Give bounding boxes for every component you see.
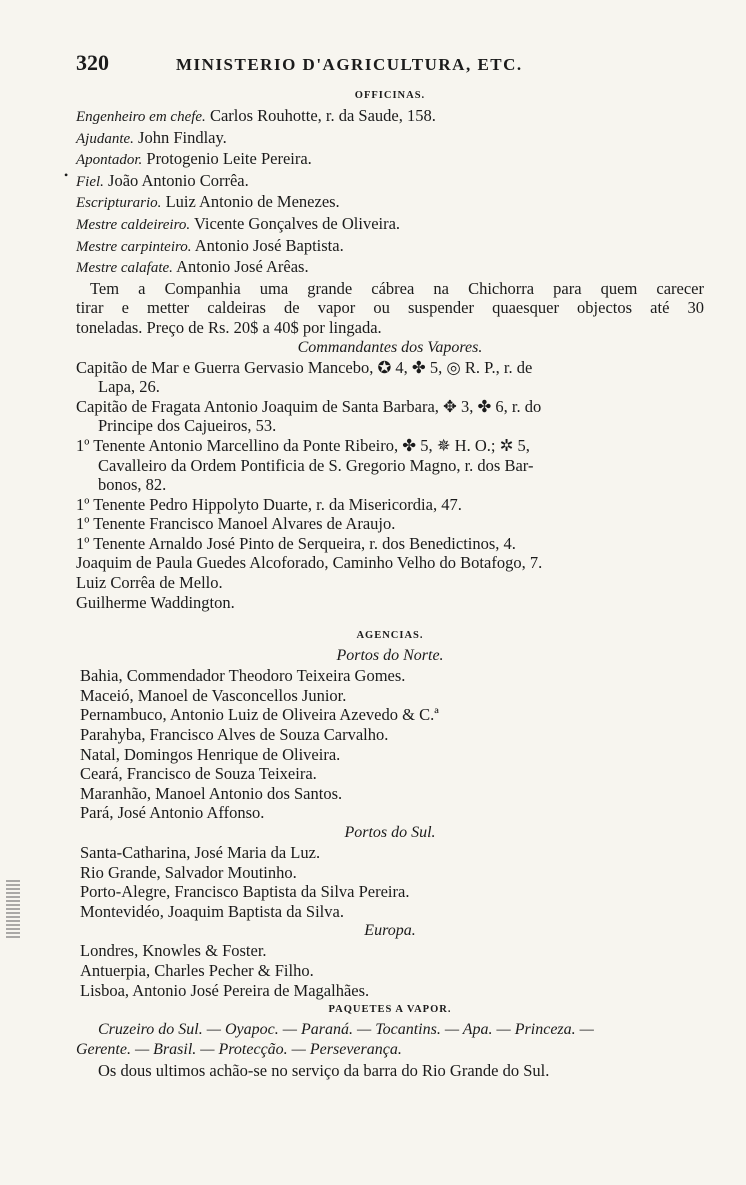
note-line: Tem a Companhia uma grande cábrea na Chichorra para quem carecer [90,278,704,298]
agency-item: Pernambuco, Antonio Luiz de Oliveira Azevedo & C.ª [80,705,439,725]
subheading-portos-norte: Portos do Norte. [336,647,444,665]
staff-line [76,149,704,171]
section-heading-commandantes: Commandantes dos Vapores. [297,338,483,356]
staff-line [76,192,704,214]
agency-item: Porto-Alegre, Francisco Baptista da Silva Pereira. [80,882,410,902]
subheading-europa: Europa. [364,922,416,940]
commandante-entry: Joaquim de Paula Guedes Alcoforado, Caminho Velho do Botafogo, 7. [76,553,543,573]
commandante-entry: Guilherme Waddington. [76,592,235,612]
commandante-entry: Capitão de Mar e Guerra Gervasio Mancebo, ✪ 4, ✤ 5, ◎ R. P., r. de [76,357,533,377]
agency-item: Lisboa, Antonio José Pereira de Magalhães. [80,980,370,1000]
commandante-entry-cont: bonos, 82. [98,475,167,495]
staff-line [76,128,704,150]
staff-name: Luiz Antonio de Menezes. [161,192,340,212]
staff-line [76,257,704,279]
running-title: MINISTERIO D'AGRICULTURA, ETC. [176,55,523,74]
commandante-entry: 1º Tenente Francisco Manoel Alvares de Araujo. [76,514,396,534]
staff-role: Mestre carpinteiro. [76,238,192,255]
officinas-staff [76,106,704,279]
staff-role: Mestre caldeireiro. [76,216,191,233]
paquetes-line: Cruzeiro do Sul. — Oyapoc. — Paraná. — Tocantins. — Apa. — Princeza. — [98,1021,594,1039]
page-header [76,50,704,86]
page [76,50,704,1082]
staff-line [76,106,704,128]
paquetes-note: Os dous ultimos achão-se no serviço da barra do Rio Grande do Sul. [98,1061,550,1081]
staff-line [76,171,704,193]
staff-role: Engenheiro em chefe. [76,109,206,125]
commandante-entry: Capitão de Fragata Antonio Joaquim de Santa Barbara, ✥ 3, ✤ 6, r. do [76,396,542,416]
margin-dot: • [64,168,69,182]
commandante-entry: Luiz Corrêa de Mello. [76,573,223,593]
agency-item: Natal, Domingos Henrique de Oliveira. [80,744,341,764]
europa-list [76,941,704,1000]
commandante-entry-cont: Lapa, 26. [98,377,160,397]
agency-item: Antuerpia, Charles Pecher & Filho. [80,960,314,980]
agency-item: Montevidéo, Joaquim Baptista da Silva. [80,901,344,921]
agency-item: Santa-Catharina, José Maria da Luz. [80,843,321,862]
staff-name: Vicente Gonçalves de Oliveira. [190,213,401,233]
commandante-entry-cont: Principe dos Cajueiros, 53. [98,416,277,436]
agency-item: Bahia, Commendador Theodoro Teixeira Gomes. [80,666,406,686]
agency-item: Maranhão, Manoel Antonio dos Santos. [80,783,343,803]
paquetes-list [76,1020,704,1060]
agency-item: Pará, José Antonio Affonso. [80,803,265,823]
staff-role: Escripturario. [76,195,162,212]
staff-role: Ajudante. [76,130,134,147]
officinas-note [76,279,704,338]
staff-name: Antonio José Baptista. [191,235,344,255]
staff-name: Antonio José Arêas. [172,257,309,277]
paquetes-line: Gerente. — Brasil. — Protecção. — Perseverança. [76,1041,402,1059]
commandante-entry: 1º Tenente Antonio Marcellino da Ponte Ribeiro, ✤ 5, ✵ H. O.; ✲ 5, [76,435,530,455]
note-line: toneladas. Preço de Rs. 20$ a 40$ por lingada. [76,317,382,337]
agency-item: Rio Grande, Salvador Moutinho. [80,862,297,882]
commandante-entry: 1º Tenente Arnaldo José Pinto de Serqueira, r. dos Benedictinos, 4. [76,533,516,553]
agency-item: Parahyba, Francisco Alves de Souza Carvalho. [80,725,389,745]
sul-list [76,843,704,921]
margin-mark [6,880,20,938]
section-heading-agencias: AGENCIAS. [356,630,424,642]
commandantes-list [76,358,704,613]
staff-line [76,236,704,258]
agency-item: Ceará, Francisco de Souza Teixeira. [80,764,317,784]
agency-item: Londres, Knowles & Foster. [80,941,267,961]
norte-list [76,666,704,823]
note-line: tirar e metter caldeiras de vapor ou suspender quaesquer objectos até 30 [76,298,704,318]
staff-role: Apontador. [76,152,143,169]
page-number: 320 [76,50,109,75]
staff-name: Protogenio Leite Pereira. [142,149,312,169]
staff-line [76,214,704,236]
section-heading-paquetes: PAQUETES A VAPOR. [328,1004,452,1016]
staff-name: Carlos Rouhotte, r. da Saude, 158. [205,106,436,125]
commandante-entry-cont: Cavalleiro da Ordem Pontificia de S. Gregorio Magno, r. dos Bar- [98,455,534,475]
staff-role: Fiel. [76,173,104,190]
agency-item: Maceió, Manoel de Vasconcellos Junior. [80,685,347,705]
subheading-portos-sul: Portos do Sul. [344,824,436,841]
staff-role: Mestre calafate. [76,260,173,277]
commandante-entry: 1º Tenente Pedro Hippolyto Duarte, r. da Misericordia, 47. [76,494,462,514]
section-heading-officinas: OFFICINAS. [354,90,426,101]
staff-name: John Findlay. [133,127,227,147]
staff-name: João Antonio Corrêa. [103,170,249,190]
